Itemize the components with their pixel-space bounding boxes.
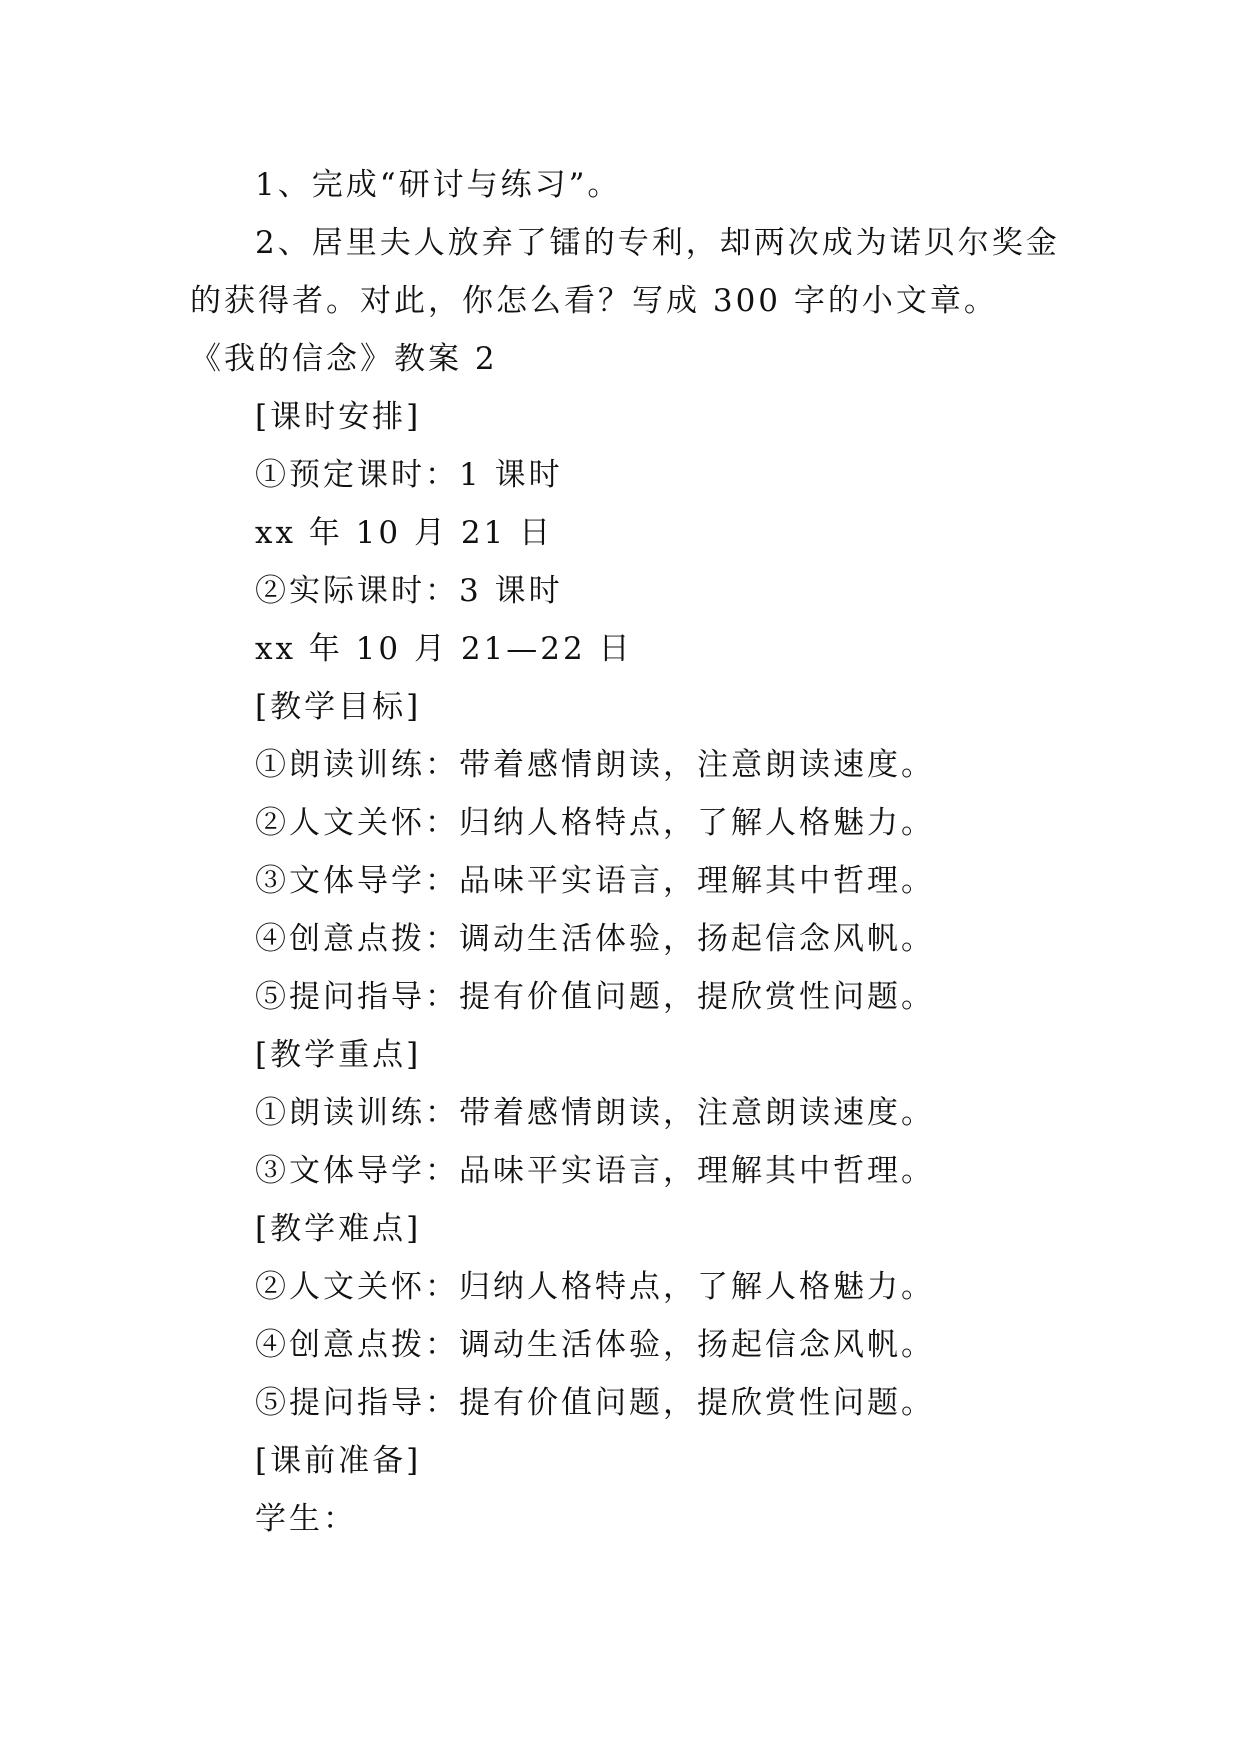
key-point-item: ③文体导学：品味平实语言，理解其中哲理。 [255,1153,935,1189]
difficulty-item: ⑤提问指导：提有价值问题，提欣赏性问题。 [255,1385,935,1421]
objective-item: ⑤提问指导：提有价值问题，提欣赏性问题。 [255,979,935,1015]
planned-date: xx 年 10 月 21 日 [255,515,554,551]
actual-date: xx 年 10 月 21—22 日 [255,631,633,667]
objective-item: ④创意点拨：调动生活体验，扬起信念风帆。 [255,921,935,957]
students-label: 学生： [255,1501,357,1537]
heading-difficulties: [教学难点] [255,1211,422,1247]
section-title: 《我的信念》教案 2 [190,341,498,377]
heading-schedule: [课时安排] [255,399,422,435]
heading-objectives: [教学目标] [255,689,422,725]
task-1: 1、完成“研讨与练习”。 [255,167,622,203]
heading-key-points: [教学重点] [255,1037,422,1073]
difficulty-item: ④创意点拨：调动生活体验，扬起信念风帆。 [255,1327,935,1363]
task-2-continued: 的获得者。对此，你怎么看？写成 300 字的小文章。 [190,283,998,319]
heading-preparation: [课前准备] [255,1443,422,1479]
task-2: 2、居里夫人放弃了镭的专利，却两次成为诺贝尔奖金 [255,225,1060,261]
key-point-item: ①朗读训练：带着感情朗读，注意朗读速度。 [255,1095,935,1131]
difficulty-item: ②人文关怀：归纳人格特点，了解人格魅力。 [255,1269,935,1305]
objective-item: ③文体导学：品味平实语言，理解其中哲理。 [255,863,935,899]
objective-item: ①朗读训练：带着感情朗读，注意朗读速度。 [255,747,935,783]
planned-hours: ①预定课时：1 课时 [255,457,563,493]
objective-item: ②人文关怀：归纳人格特点，了解人格魅力。 [255,805,935,841]
actual-hours: ②实际课时：3 课时 [255,573,563,609]
